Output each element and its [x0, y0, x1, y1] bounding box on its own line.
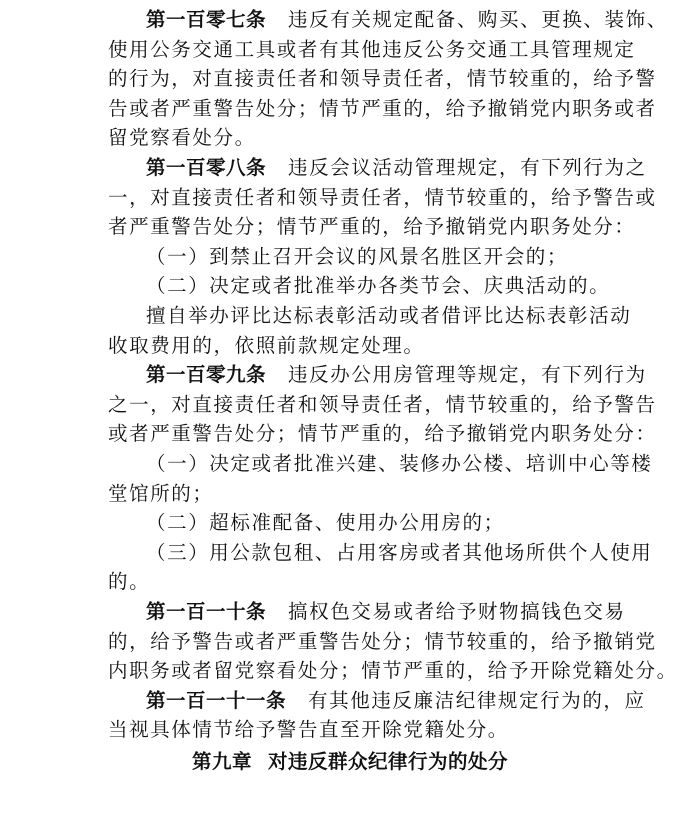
article-107-line-4: 告或者严重警告处分；情节严重的，给予撤销党内职务或者	[108, 96, 657, 120]
chapter-number: 第九章	[191, 750, 252, 773]
article-107-line-2: 使用公务交通工具或者有其他违反公务交通工具管理规定	[108, 37, 636, 61]
article-107-line-5: 留党察看处分。	[108, 126, 256, 150]
article-110-line-1: 第一百一十条 搞权色交易或者给予财物搞钱色交易	[146, 600, 626, 623]
article-111-title: 第一百一十一条	[146, 688, 287, 712]
article-109-line-3: 或者严重警告处分；情节严重的，给予撤销党内职务处分：	[108, 422, 657, 446]
article-107-line-1: 第一百零七条 违反有关规定配备、购买、更换、装饰、	[146, 8, 668, 31]
article-108-line-3: 者严重警告处分；情节严重的，给予撤销党内职务处分：	[108, 215, 636, 239]
article-109-item-1: （一）决定或者批准兴建、装修办公楼、培训中心等楼	[146, 452, 653, 475]
article-107-title: 第一百零七条	[146, 8, 267, 31]
article-110-line-2: 的，给予警告或者严重警告处分；情节较重的，给予撤销党	[108, 629, 657, 653]
article-108-line-1: 第一百零八条 违反会议活动管理规定，有下列行为之	[146, 156, 647, 179]
article-109-line-1: 第一百零九条 违反办公用房管理等规定，有下列行为	[146, 363, 647, 387]
article-109-item-3: （三）用公款包租、占用客房或者其他场所供个人使用	[146, 540, 653, 564]
article-109-item-3-cont: 的。	[108, 570, 151, 594]
article-107-line-3: 的行为，对直接责任者和领导责任者，情节较重的，给予警	[108, 67, 657, 91]
article-109-item-1-cont: 堂馆所的；	[108, 481, 214, 505]
article-111-line-1: 第一百一十一条 有其他违反廉洁纪律规定行为的，应	[146, 688, 646, 712]
article-108-line-2: 一，对直接责任者和领导责任者，情节较重的，给予警告或	[108, 185, 657, 209]
article-109-title: 第一百零九条	[146, 363, 267, 387]
article-110-line-3: 内职务或者留党察看处分；情节严重的，给予开除党籍处分。	[108, 659, 678, 683]
article-108-title: 第一百零八条	[146, 156, 267, 179]
article-109-item-2: （二）超标准配备、使用办公用房的；	[146, 511, 505, 535]
article-109-line-2: 之一，对直接责任者和领导责任者，情节较重的，给予警告	[108, 392, 657, 416]
article-108-item-1: （一）到禁止召开会议的风景名胜区开会的；	[146, 244, 569, 268]
article-108-extra-1: 擅自举办评比达标表彰活动或者借评比达标表彰活动	[146, 304, 632, 327]
article-110-title: 第一百一十条	[146, 600, 267, 623]
article-111-line-2: 当视具体情节给予警告直至开除党籍处分。	[108, 718, 509, 742]
chapter-heading	[0, 748, 700, 776]
chapter-title: 对违反群众纪律行为的处分	[268, 750, 509, 773]
article-108-extra-2: 收取费用的，依照前款规定处理。	[108, 333, 425, 357]
article-108-item-2: （二）决定或者批准举办各类节会、庆典活动的。	[146, 274, 611, 298]
